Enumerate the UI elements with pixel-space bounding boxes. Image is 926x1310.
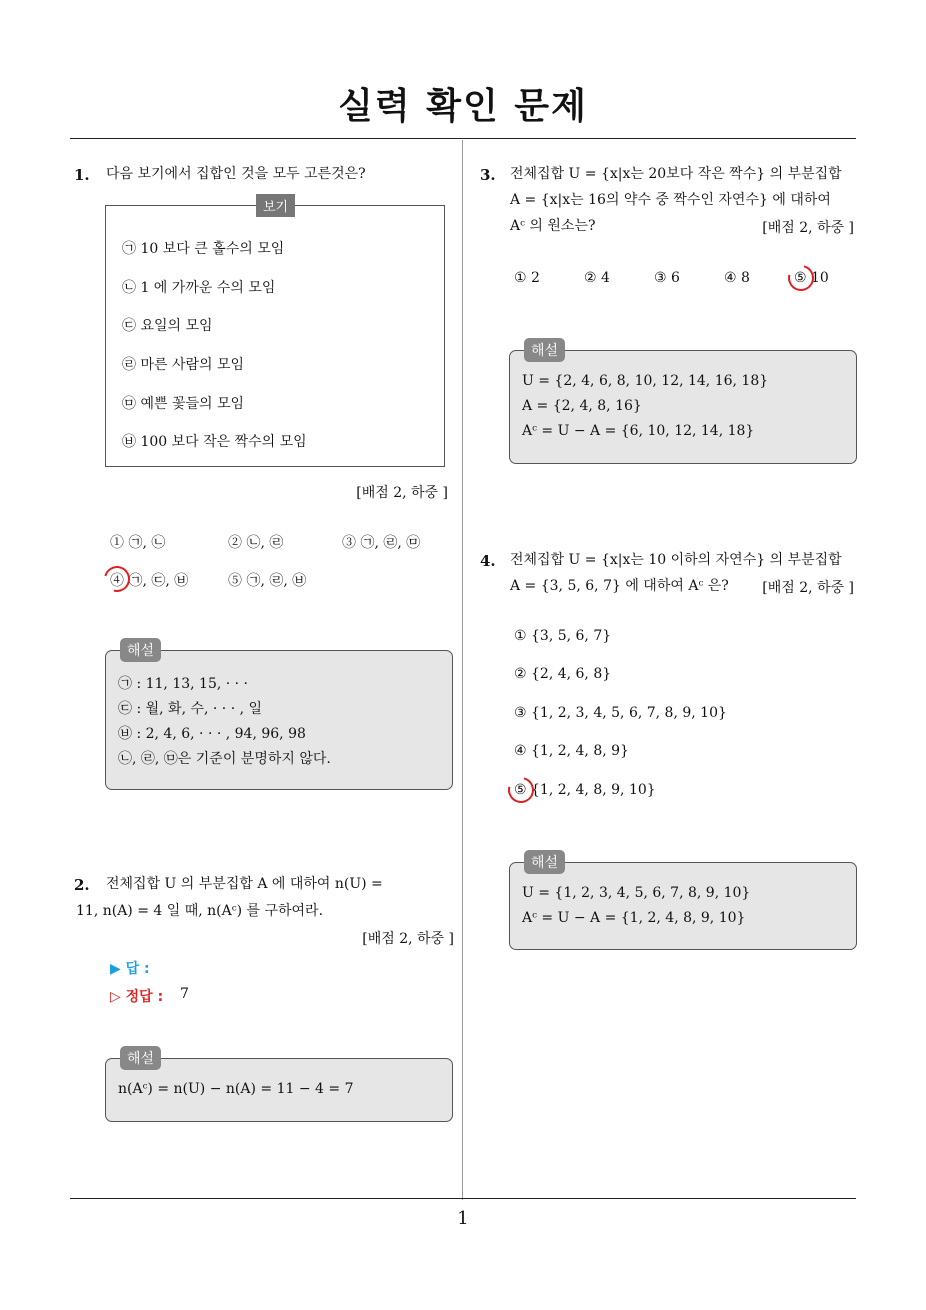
solution-line: Aᶜ = U − A = {1, 2, 4, 8, 9, 10} [522, 910, 746, 926]
answer-mark-icon [99, 561, 135, 597]
q3-option-4[interactable]: ④ 8 [724, 270, 750, 286]
q2-line-1: 전체집합 U 의 부분집합 A 에 대하여 n(U) = [106, 876, 383, 892]
q1-option-3[interactable]: ③ ㉠, ㉣, ㉤ [342, 535, 421, 551]
q4-line-1: 전체집합 U = {x|x는 10 이하의 자연수} 의 부분집합 [510, 552, 842, 568]
q1-option-2[interactable]: ② ㉡, ㉣ [228, 535, 284, 551]
q4-number: 4. [480, 552, 496, 570]
column-divider [462, 140, 463, 1200]
q4-option-5[interactable]: ⑤ {1, 2, 4, 8, 9, 10} [514, 782, 656, 798]
solution-label: 해설 [120, 1046, 161, 1070]
q3-option-5[interactable]: ⑤ 10 [794, 270, 829, 286]
q2-correct-value: 7 [180, 986, 189, 1002]
q1-meta: [배점 2, 하중 ] [356, 485, 448, 501]
q1-text: 다음 보기에서 집합인 것을 모두 고른것은? [106, 166, 366, 182]
answer-mark-icon [503, 772, 539, 808]
bogi-item: ㉠ 10 보다 큰 홀수의 모임 [122, 241, 285, 257]
top-rule [70, 138, 856, 139]
q4-option-1[interactable]: ① {3, 5, 6, 7} [514, 628, 612, 644]
q4-solution-box [509, 855, 857, 950]
solution-line: Aᶜ = U − A = {6, 10, 12, 14, 18} [522, 423, 755, 439]
q3-meta: [배점 2, 하중 ] [762, 220, 854, 236]
q2-line-2: 11, n(A) = 4 일 때, n(Aᶜ) 를 구하여라. [76, 903, 324, 919]
solution-line: U = {1, 2, 3, 4, 5, 6, 7, 8, 9, 10} [522, 885, 751, 901]
solution-line: A = {2, 4, 8, 16} [522, 398, 642, 414]
q4-meta: [배점 2, 하중 ] [762, 580, 854, 596]
page-title: 실력 확인 문제 [338, 86, 588, 127]
bogi-label: 보기 [256, 194, 295, 217]
q3-number: 3. [480, 166, 496, 184]
q1-bogi-box [105, 200, 445, 467]
bogi-item: ㉤ 예쁜 꽃들의 모임 [122, 396, 245, 412]
q1-number: 1. [74, 166, 90, 184]
solution-line: ㉢ : 월, 화, 수, · · · , 일 [118, 701, 263, 717]
q4-option-2[interactable]: ② {2, 4, 6, 8} [514, 666, 612, 682]
answer-mark-icon [783, 260, 819, 296]
bottom-rule [70, 1198, 856, 1199]
q4-line-2: A = {3, 5, 6, 7} 에 대하여 Aᶜ 은? [510, 578, 729, 594]
q3-line-3: Aᶜ 의 원소는? [510, 218, 596, 234]
q1-option-1[interactable]: ① ㉠, ㉡ [110, 535, 166, 551]
solution-line: ㉥ : 2, 4, 6, · · · , 94, 96, 98 [118, 726, 306, 742]
q3-option-1[interactable]: ① 2 [514, 270, 540, 286]
solution-label: 해설 [524, 850, 565, 874]
bogi-item: ㉢ 요일의 모임 [122, 318, 213, 334]
bogi-item: ㉣ 마른 사람의 모임 [122, 357, 245, 373]
q2-meta: [배점 2, 하중 ] [362, 931, 454, 947]
solution-line: ㉡, ㉣, ㉤은 기준이 분명하지 않다. [118, 751, 331, 767]
q3-line-1: 전체집합 U = {x|x는 20보다 작은 짝수} 의 부분집합 [510, 166, 842, 182]
q4-option-4[interactable]: ④ {1, 2, 4, 8, 9} [514, 743, 629, 759]
q3-line-2: A = {x|x는 16의 약수 중 짝수인 자연수} 에 대하여 [510, 192, 831, 208]
q3-solution-box [509, 343, 857, 464]
q3-option-2[interactable]: ② 4 [584, 270, 610, 286]
bogi-item: ㉥ 100 보다 작은 짝수의 모임 [122, 434, 307, 450]
q2-answer-label: ▶ 답 : [110, 961, 150, 977]
q4-option-3[interactable]: ③ {1, 2, 3, 4, 5, 6, 7, 8, 9, 10} [514, 705, 727, 721]
solution-line: U = {2, 4, 6, 8, 10, 12, 14, 16, 18} [522, 373, 769, 389]
solution-line: ㉠ : 11, 13, 15, · · · [118, 676, 249, 692]
q2-solution-box [105, 1051, 453, 1122]
q1-solution-box [105, 643, 453, 790]
q1-option-5[interactable]: ⑤ ㉠, ㉣, ㉥ [228, 573, 307, 589]
q2-correct-label: ▷ 정답 : [110, 989, 164, 1005]
q1-option-4[interactable]: ④ ㉠, ㉢, ㉥ [110, 573, 189, 589]
solution-label: 해설 [120, 638, 161, 662]
page-number: 1 [457, 1208, 469, 1229]
bogi-item: ㉡ 1 에 가까운 수의 모임 [122, 280, 276, 296]
solution-line: n(Aᶜ) = n(U) − n(A) = 11 − 4 = 7 [118, 1081, 354, 1097]
solution-label: 해설 [524, 338, 565, 362]
q2-number: 2. [74, 876, 90, 894]
q3-option-3[interactable]: ③ 6 [654, 270, 680, 286]
